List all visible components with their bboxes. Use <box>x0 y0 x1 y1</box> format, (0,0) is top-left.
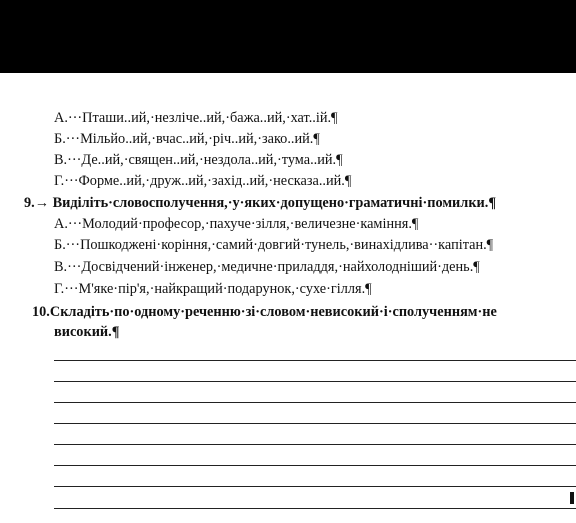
answer-line-3 <box>54 402 576 403</box>
answer-line-6 <box>54 465 576 466</box>
answer-line-4 <box>54 423 576 424</box>
answer-line-5 <box>54 444 576 445</box>
answer-line-1 <box>54 360 576 361</box>
option-v-prev: В.···Де..ий,·священ..ий,·нездола..ий,·тума..ий.¶ <box>54 152 343 168</box>
margin-mark <box>570 492 574 504</box>
question-9: 9.→ Виділіть·словосполучення,·у·яких·допущено·граматичні·помилки.¶ <box>24 195 497 211</box>
question-10-line1: 10.Складіть·по·одному·реченню·зі·словом·невисокий·і·сполученням·не <box>32 304 497 320</box>
q9-option-b: Б.···Пошкоджені·коріння,·самий·довгий·тунель,·винахідлива··капітан.¶ <box>54 237 494 253</box>
answer-line-8 <box>54 508 576 509</box>
option-a-prev: А.···Пташи..ий,·незліче..ий,·бажа..ий,·хат..ій.¶ <box>54 110 338 126</box>
q9-option-a: А.···Молодий·професор,·пахуче·зілля,·величезне·каміння.¶ <box>54 216 419 232</box>
option-g-prev: Г.···Форме..ий,·друж..ий,·захід..ий,·несказа..ий.¶ <box>54 173 352 189</box>
question-10-line2: високий.¶ <box>54 324 120 340</box>
answer-line-7 <box>54 486 576 487</box>
q9-option-v: В.···Досвідчений·інженер,·медичне·приладдя,·найхолодніший·день.¶ <box>54 259 480 275</box>
q9-option-g: Г.···М'яке·пір'я,·найкращий·подарунок,·сухе·гілля.¶ <box>54 281 372 297</box>
answer-line-2 <box>54 381 576 382</box>
dark-header-bar <box>0 0 576 73</box>
option-b-prev: Б.···Мільйо..ий,·вчас..ий,·річ..ий,·зако..ий.¶ <box>54 131 320 147</box>
